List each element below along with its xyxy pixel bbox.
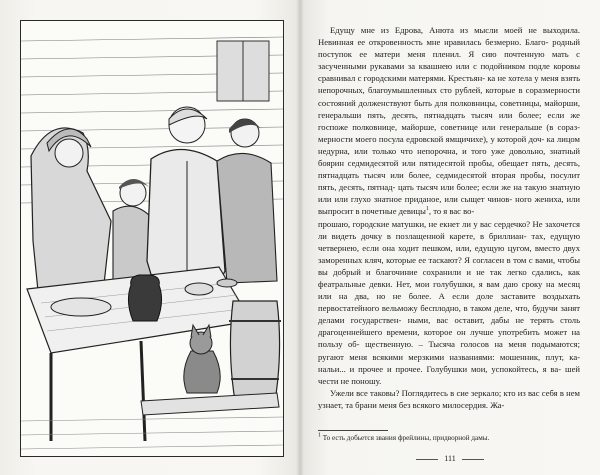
- main-text: [318, 24, 580, 411]
- text-line: сохранили и не так легко сдались, как феатральные девки.: [318, 266, 580, 289]
- text-line: Невинная ее откровенность мне нравилась безмерно. Благо-: [318, 37, 549, 48]
- text-line: Едущу мне из Едрова, Анюта из мысли моей не выходила.: [330, 25, 580, 35]
- text-line: ного жениха, или выпросит в почетные девицы: [318, 194, 580, 217]
- text-line: шей чести не поношу.: [318, 363, 580, 386]
- text-line: или глухо знатное приданое, или сыщет чинов-: [334, 194, 513, 205]
- footnote: [318, 434, 580, 443]
- text-line: прошаю, городские матушки, не екнет ли у вас сердечко? Не: [318, 218, 543, 229]
- page-number: 111: [444, 454, 456, 463]
- text-line: времени, которое он лучше употребить может на пользу об-: [318, 327, 580, 350]
- text-line: , то я вас во-: [428, 206, 475, 217]
- text-line: но не более. А если доле заставите воздыхать первостатейного: [318, 291, 580, 314]
- text-line: быть для полковницы, советницы, майорши, генеральши: [318, 97, 580, 120]
- text-line: пять, десять, пятнадцать тысяч или более; если же госпоже: [318, 109, 580, 132]
- text-line: Ужели все таковы? Поглядитесь в сие зеркало; кто из вас: [330, 387, 540, 398]
- text-line: седмидесятой вторая пробы, посулит пять, десять, пятнад-: [318, 170, 580, 193]
- footnote-marker: 1: [425, 206, 429, 213]
- text-line: ка лицом недурна, или только что непорочна, и того уже: [318, 133, 580, 156]
- illustration: [20, 20, 284, 457]
- text-line: тах, едущую четвернею, если она ходит пешком, или, едущую: [318, 230, 580, 253]
- text-line: вельможу бесплодно, в таком деле, что, будучи занят делами государствен-: [318, 303, 581, 326]
- footnote-marker: 1: [318, 432, 321, 439]
- text-line: родный поступок ее матери меня пленил. Я сию почтенную: [318, 37, 580, 60]
- ornament-line-icon: [416, 459, 438, 460]
- text-line: цугом, вместо двух заморенных кляч, которые ее таскают?: [318, 242, 580, 265]
- text-line: мерности моего посула едровской ямщичихе), у которой доч-: [318, 133, 545, 144]
- text-line: мать с засученными рукавами за квашнею или с подойником: [318, 49, 580, 72]
- footnote-text: То есть добьется звания фрейлины, придворной дамы.: [322, 434, 490, 442]
- text-line: цать тысяч или более; если же на такую знатную или: [318, 182, 580, 205]
- text-line: ными, вас оставит, дабы не терять столь драгоценнейшего: [318, 315, 581, 338]
- paragraph-1: [318, 24, 580, 218]
- text-line: нальи... и прочее и прочее. Голубушки мои, успокойтесь, я ва-: [318, 363, 562, 374]
- text-line: щественную. – Тысяча голосов на меня подымаются; ругают: [318, 339, 580, 362]
- text-line: полковнице, майорше, советнице или генеральше (в сораз-: [352, 121, 580, 132]
- text-line: Я согласен в том с вами, чтобы вы добрый и благочиние: [318, 254, 580, 277]
- ornament-line-icon: [462, 459, 484, 460]
- book-gutter: [296, 0, 304, 475]
- paragraph-1-cont: [318, 218, 580, 387]
- engraving-illustration-icon: [21, 21, 283, 456]
- paragraph-2: [318, 387, 580, 411]
- footnote-divider: [318, 430, 388, 431]
- text-line: ка не хотела у меня взять непорочных, благоумышленных: [318, 73, 580, 96]
- page-number-area: [400, 452, 500, 466]
- text-line: сто рублей, которые в соразмерности состояний долженствуют: [318, 85, 580, 108]
- text-line: меня всякими мерзкими названиями: мошенник, плут, ка-: [349, 351, 580, 362]
- text-line: себя в нем узнает, та брани меня без всякого милосердия. Жа-: [318, 387, 580, 410]
- text-line: Нет, мои голубушки, я вам даю сроку на месяц или на два,: [318, 278, 580, 302]
- text-line: захочется ли видеть дочку в позлащенной карете, в бриллиан-: [318, 218, 580, 241]
- text-line: пробы, обещает пять, десять, пятнадцать тысяч или более,: [318, 158, 580, 181]
- text-line: довольно, знатный боярин седмидесятой или пятидесятой: [318, 145, 580, 169]
- text-line: подле коровы сравнивал с городскими матерями. Крестьян-: [318, 61, 581, 84]
